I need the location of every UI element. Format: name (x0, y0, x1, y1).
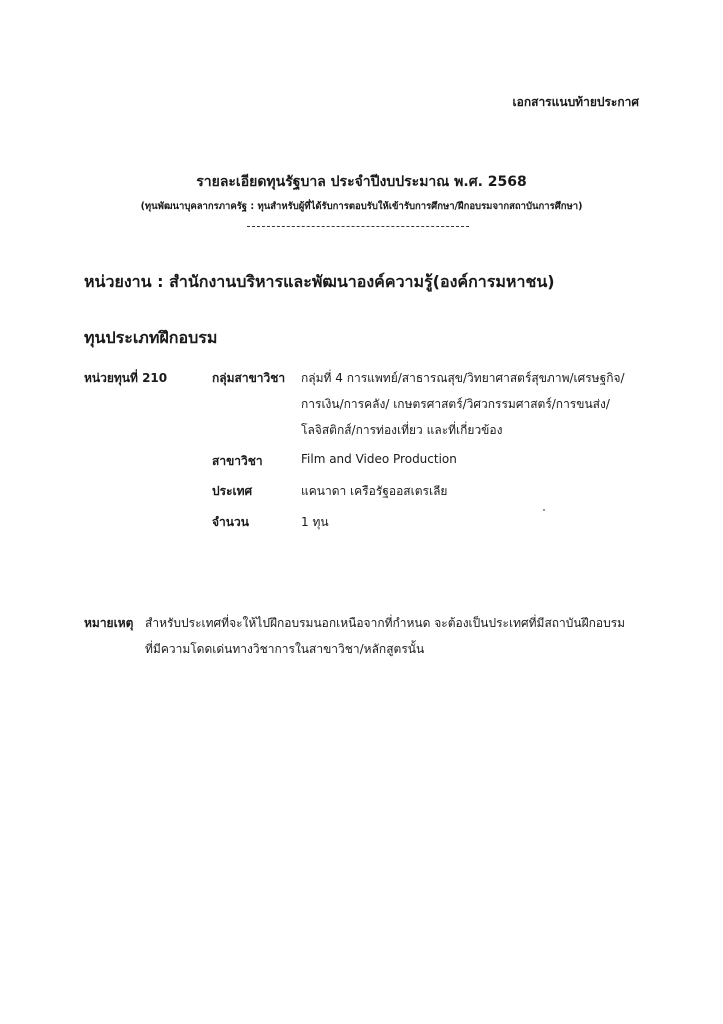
country-label: ประเทศ (212, 484, 253, 498)
field-group-line: โลจิสติกส์/การท่องเที่ยว และที่เกี่ยวข้อง (301, 423, 503, 437)
document-title: รายละเอียดทุนรัฐบาล ประจำปีงบประมาณ พ.ศ. 2568 (196, 174, 527, 190)
scholarship-unit-label: หน่วยทุนที่ 210 (84, 371, 168, 385)
scan-speck (543, 509, 545, 511)
field-group-line: การเงิน/การคลัง/ เกษตรศาสตร์/วิศวกรรมศาสตร์/การขนส่ง/ (301, 397, 610, 411)
remark-label: หมายเหตุ (84, 616, 134, 630)
separator-line (247, 226, 469, 227)
field-group-label: กลุ่มสาขาวิชา (212, 371, 286, 385)
amount-value: 1 ทุน (301, 515, 329, 529)
scholarship-type-heading: ทุนประเภทฝึกอบรม (84, 328, 218, 347)
field-of-study-value: Film and Video Production (301, 452, 457, 466)
agency-heading: หน่วยงาน : สำนักงานบริหารและพัฒนาองค์ความรู้(องค์การมหาชน) (84, 272, 555, 291)
field-group-line: กลุ่มที่ 4 การแพทย์/สาธารณสุข/วิทยาศาสตร์สุขภาพ/เศรษฐกิจ/ (301, 371, 625, 385)
remark-text-line: สำหรับประเทศที่จะให้ไปฝึกอบรมนอกเหนือจากที่กำหนด จะต้องเป็นประเทศที่มีสถาบันฝึกอบรม (145, 616, 626, 630)
country-value: แคนาดา เครือรัฐออสเตรเลีย (301, 484, 448, 498)
attachment-note: เอกสารแนบท้ายประกาศ (512, 95, 639, 109)
remark-text-line: ที่มีความโดดเด่นทางวิชาการในสาขาวิชา/หลักสูตรนั้น (145, 642, 425, 656)
document-subtitle: (ทุนพัฒนาบุคลากรภาครัฐ : ทุนสำหรับผู้ที่ได้รับการตอบรับให้เข้ารับการศึกษา/ฝึกอบรมจากสถาบันการศึกษา) (140, 201, 583, 212)
field-of-study-label: สาขาวิชา (212, 454, 263, 468)
amount-label: จำนวน (212, 515, 249, 529)
